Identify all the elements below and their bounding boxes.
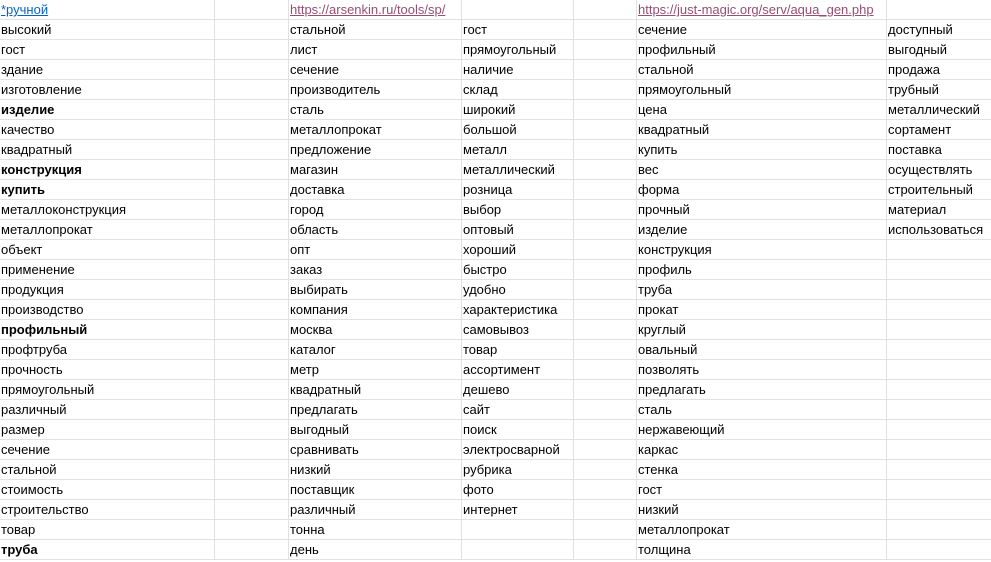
grid-cell[interactable]: форма	[637, 180, 887, 200]
grid-cell[interactable]: сравнивать	[289, 440, 462, 460]
grid-cell[interactable]: день	[289, 540, 462, 560]
grid-cell[interactable]	[887, 280, 991, 300]
table-row	[0, 380, 991, 400]
grid-cell[interactable]: предложение	[289, 140, 462, 160]
grid-cell[interactable]	[887, 300, 991, 320]
grid-cell[interactable]	[574, 240, 637, 260]
grid-cell[interactable]: характеристика	[462, 300, 574, 320]
grid-cell[interactable]: материал	[887, 200, 991, 220]
grid-cell[interactable]	[574, 280, 637, 300]
grid-cell[interactable]	[574, 320, 637, 340]
grid-cell[interactable]	[215, 320, 289, 340]
grid-cell[interactable]: оптовый	[462, 220, 574, 240]
table-row	[0, 60, 991, 80]
table-row	[0, 300, 991, 320]
grid-cell[interactable]: производство	[0, 300, 215, 320]
grid-cell[interactable]: дешево	[462, 380, 574, 400]
grid-cell[interactable]: профтруба	[0, 340, 215, 360]
grid-cell[interactable]	[215, 140, 289, 160]
grid-cell[interactable]	[215, 260, 289, 280]
grid-cell[interactable]: металл	[462, 140, 574, 160]
grid-cell[interactable]	[574, 40, 637, 60]
table-row	[0, 360, 991, 380]
grid-cell[interactable]: электросварной	[462, 440, 574, 460]
grid-cell[interactable]	[574, 60, 637, 80]
grid-cell[interactable]: металлопрокат	[637, 520, 887, 540]
grid-cell[interactable]	[574, 180, 637, 200]
grid-cell[interactable]	[215, 400, 289, 420]
grid-cell[interactable]: нержавеющий	[637, 420, 887, 440]
grid-cell[interactable]: прямоугольный	[637, 80, 887, 100]
grid-cell[interactable]: различный	[289, 500, 462, 520]
grid-cell[interactable]	[887, 540, 991, 560]
grid-cell[interactable]: предлагать	[289, 400, 462, 420]
table-row	[0, 200, 991, 220]
grid-cell[interactable]: продажа	[887, 60, 991, 80]
grid-cell[interactable]	[574, 200, 637, 220]
grid-cell[interactable]: большой	[462, 120, 574, 140]
grid-cell[interactable]	[887, 360, 991, 380]
grid-cell[interactable]: профиль	[637, 260, 887, 280]
grid-cell[interactable]: объект	[0, 240, 215, 260]
grid-cell[interactable]	[215, 520, 289, 540]
table-row	[0, 100, 991, 120]
grid-cell[interactable]	[574, 460, 637, 480]
grid-cell[interactable]	[887, 460, 991, 480]
grid-cell[interactable]	[887, 260, 991, 280]
grid-cell[interactable]	[887, 420, 991, 440]
grid-cell[interactable]	[887, 400, 991, 420]
grid-cell[interactable]	[887, 340, 991, 360]
grid-cell[interactable]	[887, 480, 991, 500]
table-row	[0, 40, 991, 60]
grid-cell[interactable]	[887, 380, 991, 400]
grid-cell[interactable]: поставка	[887, 140, 991, 160]
grid-cell[interactable]: купить	[0, 180, 215, 200]
grid-cell[interactable]	[574, 500, 637, 520]
grid-cell[interactable]: поиск	[462, 420, 574, 440]
grid-cell[interactable]: металлический	[462, 160, 574, 180]
grid-cell[interactable]: каркас	[637, 440, 887, 460]
grid-cell[interactable]	[574, 140, 637, 160]
grid-cell[interactable]: ассортимент	[462, 360, 574, 380]
grid-cell[interactable]	[215, 160, 289, 180]
grid-cell[interactable]: стенка	[637, 460, 887, 480]
grid-cell[interactable]: стальной	[637, 60, 887, 80]
grid-cell[interactable]: заказ	[289, 260, 462, 280]
grid-cell[interactable]	[215, 340, 289, 360]
grid-cell[interactable]	[215, 200, 289, 220]
grid-cell[interactable]: быстро	[462, 260, 574, 280]
grid-cell[interactable]: производитель	[289, 80, 462, 100]
grid-cell[interactable]: хороший	[462, 240, 574, 260]
grid-cell[interactable]	[215, 360, 289, 380]
grid-cell[interactable]	[215, 500, 289, 520]
grid-cell[interactable]: сечение	[289, 60, 462, 80]
grid-cell[interactable]: сортамент	[887, 120, 991, 140]
grid-cell[interactable]	[574, 420, 637, 440]
grid-cell[interactable]: стоимость	[0, 480, 215, 500]
grid-cell[interactable]	[574, 340, 637, 360]
grid-cell[interactable]: круглый	[637, 320, 887, 340]
grid-cell[interactable]: выбирать	[289, 280, 462, 300]
grid-cell[interactable]: низкий	[637, 500, 887, 520]
grid-cell[interactable]	[215, 80, 289, 100]
grid-cell[interactable]	[215, 380, 289, 400]
grid-cell[interactable]	[574, 400, 637, 420]
grid-cell[interactable]: изготовление	[0, 80, 215, 100]
grid-cell[interactable]	[215, 220, 289, 240]
grid-cell[interactable]: изделие	[0, 100, 215, 120]
grid-cell[interactable]: выбор	[462, 200, 574, 220]
grid-cell[interactable]	[887, 520, 991, 540]
table-row	[0, 440, 991, 460]
grid-cell[interactable]: продукция	[0, 280, 215, 300]
grid-cell[interactable]: труба	[637, 280, 887, 300]
grid-cell[interactable]: опт	[289, 240, 462, 260]
table-row	[0, 280, 991, 300]
grid-cell[interactable]	[574, 540, 637, 560]
grid-cell[interactable]	[215, 60, 289, 80]
grid-cell[interactable]: труба	[0, 540, 215, 560]
table-row	[0, 160, 991, 180]
grid-cell[interactable]: применение	[0, 260, 215, 280]
grid-cell[interactable]	[574, 120, 637, 140]
grid-cell[interactable]: доступный	[887, 20, 991, 40]
grid-cell[interactable]: склад	[462, 80, 574, 100]
grid-cell[interactable]: квадратный	[0, 140, 215, 160]
grid-cell[interactable]	[574, 220, 637, 240]
table-row	[0, 320, 991, 340]
grid-cell[interactable]: овальный	[637, 340, 887, 360]
grid-cell[interactable]: компания	[289, 300, 462, 320]
table-row	[0, 460, 991, 480]
grid-cell[interactable]: самовывоз	[462, 320, 574, 340]
grid-cell[interactable]	[462, 540, 574, 560]
grid-cell[interactable]: фото	[462, 480, 574, 500]
grid-cell[interactable]: использоваться	[887, 220, 991, 240]
grid-cell[interactable]	[574, 360, 637, 380]
grid-cell[interactable]	[215, 180, 289, 200]
grid-cell[interactable]: прочный	[637, 200, 887, 220]
grid-cell[interactable]: прочность	[0, 360, 215, 380]
grid-cell[interactable]	[574, 300, 637, 320]
table-row	[0, 480, 991, 500]
grid-cell[interactable]: металлопрокат	[289, 120, 462, 140]
grid-cell[interactable]: цена	[637, 100, 887, 120]
grid-cell[interactable]: профильный	[0, 320, 215, 340]
grid-cell[interactable]: строительный	[887, 180, 991, 200]
grid-cell[interactable]: товар	[0, 520, 215, 540]
grid-cell[interactable]	[574, 0, 637, 20]
grid-cell[interactable]	[215, 540, 289, 560]
grid-cell[interactable]: профильный	[637, 40, 887, 60]
grid-cell[interactable]	[215, 460, 289, 480]
header-row	[0, 0, 991, 20]
grid-cell[interactable]	[574, 100, 637, 120]
grid-cell[interactable]: рубрика	[462, 460, 574, 480]
table-row	[0, 520, 991, 540]
table-row	[0, 20, 991, 40]
grid-cell[interactable]: гост	[637, 480, 887, 500]
grid-cell[interactable]: город	[289, 200, 462, 220]
grid-cell[interactable]: размер	[0, 420, 215, 440]
grid-cell[interactable]	[215, 300, 289, 320]
grid-cell[interactable]: позволять	[637, 360, 887, 380]
grid-cell[interactable]: тонна	[289, 520, 462, 540]
grid-cell[interactable]	[215, 240, 289, 260]
table-row	[0, 80, 991, 100]
table-row	[0, 220, 991, 240]
grid-cell[interactable]: москва	[289, 320, 462, 340]
grid-cell[interactable]	[887, 320, 991, 340]
grid-cell[interactable]: магазин	[289, 160, 462, 180]
grid-cell[interactable]	[215, 20, 289, 40]
grid-cell[interactable]: сечение	[637, 20, 887, 40]
grid-cell[interactable]: конструкция	[637, 240, 887, 260]
grid-cell[interactable]: интернет	[462, 500, 574, 520]
grid-cell[interactable]: конструкция	[0, 160, 215, 180]
grid-cell[interactable]: метр	[289, 360, 462, 380]
grid-cell[interactable]: высокий	[0, 20, 215, 40]
grid-cell[interactable]	[215, 280, 289, 300]
grid-cell[interactable]: низкий	[289, 460, 462, 480]
grid-cell[interactable]: качество	[0, 120, 215, 140]
grid-cell[interactable]: металлопрокат	[0, 220, 215, 240]
grid-cell[interactable]: доставка	[289, 180, 462, 200]
table-row	[0, 120, 991, 140]
grid-cell[interactable]	[462, 520, 574, 540]
grid-cell[interactable]	[574, 80, 637, 100]
grid-cell[interactable]	[574, 260, 637, 280]
grid-cell[interactable]: наличие	[462, 60, 574, 80]
grid-cell[interactable]	[887, 500, 991, 520]
grid-cell[interactable]: прокат	[637, 300, 887, 320]
grid-cell[interactable]: каталог	[289, 340, 462, 360]
grid-cell[interactable]: удобно	[462, 280, 574, 300]
table-row	[0, 500, 991, 520]
grid-cell[interactable]: квадратный	[637, 120, 887, 140]
grid-cell[interactable]: строительство	[0, 500, 215, 520]
grid-cell[interactable]: трубный	[887, 80, 991, 100]
grid-cell[interactable]	[215, 120, 289, 140]
table-row	[0, 540, 991, 560]
grid-cell[interactable]	[574, 520, 637, 540]
grid-cell[interactable]: изделие	[637, 220, 887, 240]
grid-cell[interactable]	[574, 480, 637, 500]
grid-cell[interactable]: область	[289, 220, 462, 240]
table-row	[0, 140, 991, 160]
grid-cell[interactable]: сечение	[0, 440, 215, 460]
grid-cell[interactable]: здание	[0, 60, 215, 80]
grid-cell[interactable]: сайт	[462, 400, 574, 420]
grid-cell[interactable]: поставщик	[289, 480, 462, 500]
table-row	[0, 180, 991, 200]
grid-cell[interactable]: гост	[0, 40, 215, 60]
grid-cell[interactable]: толщина	[637, 540, 887, 560]
grid-cell[interactable]	[574, 160, 637, 180]
grid-cell[interactable]	[215, 420, 289, 440]
grid-cell[interactable]	[574, 440, 637, 460]
grid-cell[interactable]: товар	[462, 340, 574, 360]
header-link-just-magic[interactable]: https://just-magic.org/serv/aqua_gen.php	[637, 0, 887, 20]
grid-cell[interactable]: предлагать	[637, 380, 887, 400]
grid-cell[interactable]: выгодный	[289, 420, 462, 440]
grid-cell[interactable]	[215, 100, 289, 120]
grid-cell[interactable]: купить	[637, 140, 887, 160]
grid-cell[interactable]: гост	[462, 20, 574, 40]
table-row	[0, 420, 991, 440]
grid-cell[interactable]	[887, 0, 991, 20]
grid-cell[interactable]: стальной	[289, 20, 462, 40]
grid-cell[interactable]: металлоконструкция	[0, 200, 215, 220]
grid-cell[interactable]	[887, 240, 991, 260]
header-cell-manual[interactable]: *ручной	[0, 0, 215, 20]
grid-cell[interactable]: широкий	[462, 100, 574, 120]
grid-cell[interactable]: сталь	[289, 100, 462, 120]
grid-cell[interactable]	[215, 440, 289, 460]
grid-cell[interactable]: розница	[462, 180, 574, 200]
grid-cell[interactable]: выгодный	[887, 40, 991, 60]
grid-cell[interactable]: стальной	[0, 460, 215, 480]
grid-cell[interactable]	[574, 20, 637, 40]
grid-cell[interactable]: лист	[289, 40, 462, 60]
table-row	[0, 240, 991, 260]
grid-cell[interactable]	[462, 0, 574, 20]
grid-cell[interactable]	[574, 380, 637, 400]
header-link-arsenkin[interactable]: https://arsenkin.ru/tools/sp/	[289, 0, 462, 20]
grid-cell[interactable]	[215, 480, 289, 500]
table-row	[0, 400, 991, 420]
grid-cell[interactable]	[887, 440, 991, 460]
grid-cell[interactable]: квадратный	[289, 380, 462, 400]
grid-cell[interactable]	[215, 0, 289, 20]
grid-cell[interactable]: сталь	[637, 400, 887, 420]
grid-cell[interactable]: осуществлять	[887, 160, 991, 180]
table-row	[0, 260, 991, 280]
grid-cell[interactable]: металлический	[887, 100, 991, 120]
grid-cell[interactable]	[215, 40, 289, 60]
grid-cell[interactable]: прямоугольный	[462, 40, 574, 60]
table-row	[0, 340, 991, 360]
grid-cell[interactable]: прямоугольный	[0, 380, 215, 400]
grid-cell[interactable]: вес	[637, 160, 887, 180]
grid-cell[interactable]: различный	[0, 400, 215, 420]
